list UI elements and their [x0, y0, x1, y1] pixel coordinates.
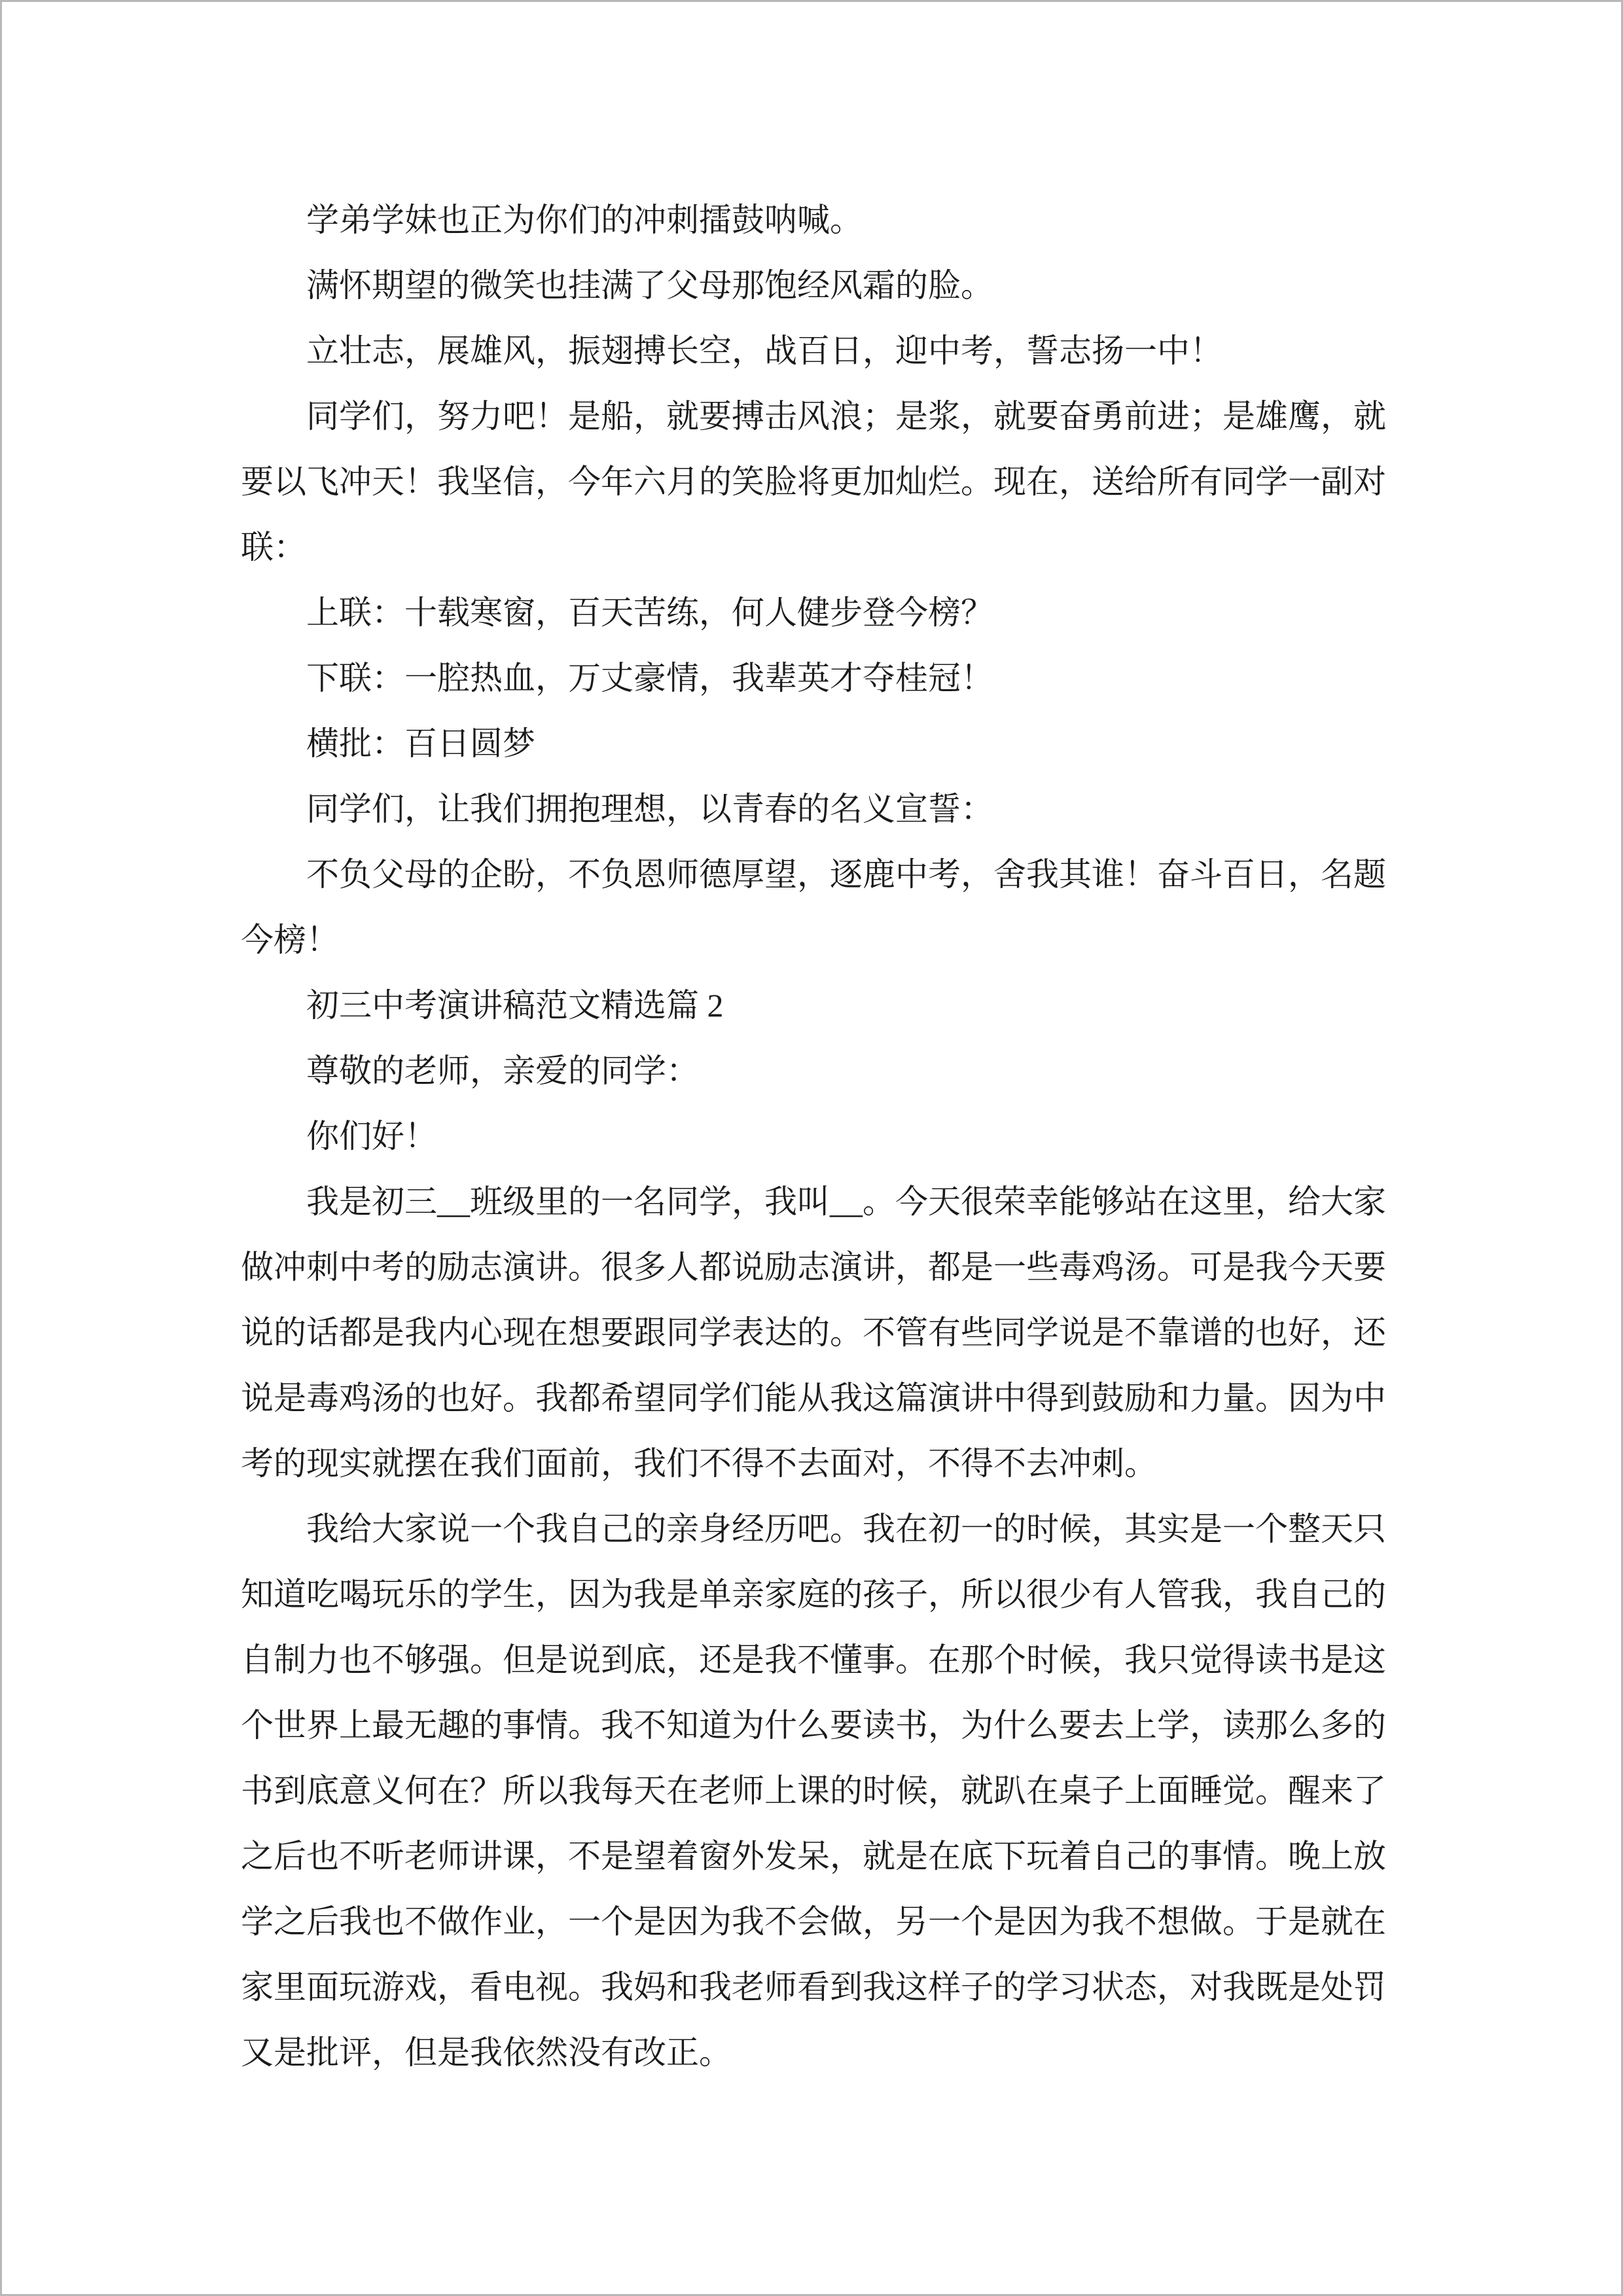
section-heading: 初三中考演讲稿范文精选篇 2 — [306, 987, 724, 1024]
salutation: 尊敬的老师，亲爱的同学： — [306, 1052, 699, 1089]
couplet-lower-line: 下联：一腔热血，万丈豪情，我辈英才夺桂冠！ — [306, 660, 993, 696]
couplet-banner-line: 横批：百日圆梦 — [306, 725, 535, 762]
paragraph: 满怀期望的微笑也挂满了父母那饱经风霜的脸。 — [306, 267, 993, 304]
paragraph: 我给大家说一个我自己的亲身经历吧。我在初一的时候，其实是一个整天只知道吃喝玩乐的学生，因为我是单亲家庭的孩子，所以很少有人管我，我自己的自制力也不够强。但是说到底，还是我不懂事。在那个时候，我只觉得读书是这个世界上最无趣的事情。我不知道为什么要读书，为什么要去上学，读那么多的书到底意义何在？所以我每天在老师上课的时候，就趴在桌子上面睡觉。醒来了之后也不听老师讲课，不是望着窗外发呆，就是在底下玩着自己的事情。晚上放学之后我也不做作业，一个是因为我不会做，另一个是因为我不想做。于是就在家里面玩游戏，看电视。我妈和我老师看到我这样子的学习状态，对我既是处罚又是批评，但是我依然没有改正。 — [241, 1511, 1386, 2071]
document-body — [241, 187, 1386, 2085]
paragraph: 我是初三__班级里的一名同学，我叫__。今天很荣幸能够站在这里，给大家做冲刺中考的励志演讲。很多人都说励志演讲，都是一些毒鸡汤。可是我今天要说的话都是我内心现在想要跟同学表达的。不管有些同学说是不靠谱的也好，还说是毒鸡汤的也好。我都希望同学们能从我这篇演讲中得到鼓励和力量。因为中考的现实就摆在我们面前，我们不得不去面对，不得不去冲刺。 — [241, 1183, 1386, 1482]
paragraph: 同学们，让我们拥抱理想，以青春的名义宣誓： — [306, 791, 993, 827]
paragraph: 不负父母的企盼，不负恩师德厚望，逐鹿中考，舍我其谁！奋斗百日，名题今榜！ — [241, 856, 1386, 958]
paragraph: 立壮志，展雄风，振翅搏长空，战百日，迎中考，誓志扬一中！ — [306, 332, 1222, 369]
greeting: 你们好！ — [306, 1118, 437, 1155]
couplet-upper-line: 上联：十载寒窗，百天苦练，何人健步登今榜？ — [306, 594, 993, 631]
paragraph: 同学们，努力吧！是船，就要搏击风浪；是浆，就要奋勇前进；是雄鹰，就要以飞冲天！我坚信，今年六月的笑脸将更加灿烂。现在，送给所有同学一副对联： — [241, 398, 1386, 565]
paragraph: 学弟学妹也正为你们的冲刺擂鼓呐喊。 — [306, 202, 863, 238]
